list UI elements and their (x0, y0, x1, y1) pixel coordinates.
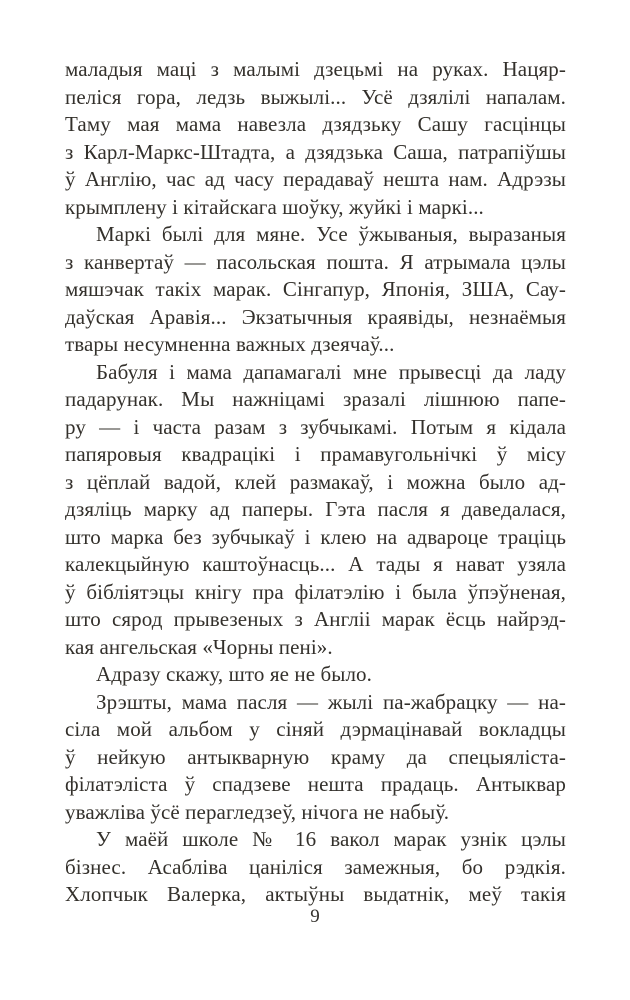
text-line: Таму мая мама навезла дзядзьку Сашу гасцінцы (65, 112, 566, 136)
text-line: даўская Аравія... Экзатычныя краявіды, незнаёмыя (65, 304, 566, 329)
text-line: бізнес. Асабліва цаніліся замежныя, бо рэдкія. (65, 854, 566, 879)
page-text (65, 56, 566, 909)
text-line: ў бібліятэцы кнігу пра філатэлію і была ўпэўненая, (65, 579, 566, 604)
text-line: Бабуля і мама дапамагалі мне прывесці да ладу (96, 359, 566, 384)
text-line: уважліва ўсё перагледзеў, нічога не набыў. (65, 799, 450, 824)
text-line: Адразу скажу, што яе не было. (96, 662, 372, 686)
text-line: мяшэчак такіх марак. Сінгапур, Японія, ЗША, Сау- (65, 277, 566, 301)
text-line: пеліся гора, ледзь выжылі... Усё дзялілі напалам. (65, 84, 566, 109)
text-line: папяровыя квадрацікі і прамавугольнічкі ў місу (65, 442, 566, 466)
text-line: Хлопчык Валерка, актыўны выдатнік, меў такія (65, 882, 566, 906)
text-line: крымплену і кітайскага шоўку, жуйкі і маркі... (65, 194, 484, 219)
text-line: дзяліць марку ад паперы. Гэта пасля я даведалася, (65, 497, 566, 521)
text-line: ў нейкую антыкварную краму да спецыяліста- (65, 744, 566, 769)
text-line: што марка без зубчыкаў і клею на адвароце траціць (65, 524, 566, 549)
text-line: калекцыйную каштоўнасць... А тады я нават узяла (65, 552, 566, 576)
text-line: філатэліста ў спадзеве нешта прадаць. Антыквар (65, 772, 566, 796)
page-number: 9 (310, 906, 320, 927)
text-line: ру — і часта разам з зубчыкамі. Потым я кідала (65, 414, 566, 439)
text-line: сіла мой альбом у сіняй дэрмацінавай вокладцы (65, 717, 566, 741)
text-line: У маёй школе № 16 вакол марак узнік цэлы (96, 827, 566, 851)
text-line: твары несумненна важных дзеячаў... (65, 332, 395, 356)
text-line: ў Англію, час ад часу перадаваў нешта нам. Адрэзы (65, 167, 566, 191)
text-line: з Карл-Маркс-Штадта, а дзядзька Саша, патрапіўшы (65, 139, 566, 164)
text-line: кая ангельская «Чорны пені». (65, 634, 333, 659)
text-line: Маркі былі для мяне. Усе ўжываныя, выразаныя (96, 222, 566, 246)
text-line: з цёплай вадой, клей размакаў, і можна было ад- (65, 469, 566, 494)
text-line: падарунак. Мы нажніцамі зразалі лішнюю папе- (65, 387, 566, 411)
text-line: што сярод прывезеных з Англіі марак ёсць найрэд- (65, 607, 566, 631)
text-line: Зрэшты, мама пасля — жылі па-жабрацку — на- (96, 689, 566, 714)
text-line: з канвертаў — пасольская пошта. Я атрымала цэлы (65, 249, 566, 274)
text-line: маладыя маці з малымі дзецьмі на руках. Нацяр- (65, 57, 566, 81)
